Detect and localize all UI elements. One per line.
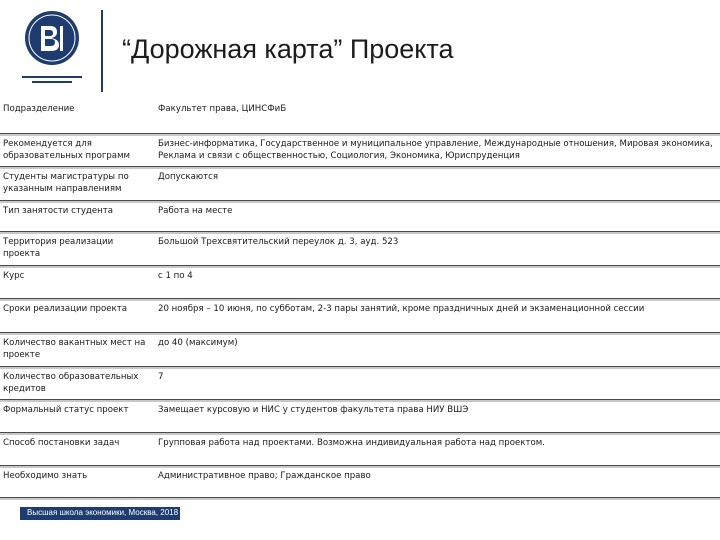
row-value: до 40 (максимум) [158,338,238,348]
row-value: 7 [158,372,164,382]
row-value: Факультет права, ЦИНСФиБ [158,104,287,114]
row-label: Способ постановки задач [3,438,120,448]
header-divider [101,10,103,92]
row-label: Тип занятости студента [3,206,114,216]
hse-logo [14,8,90,92]
row-label: Курс [3,271,25,281]
footer-bar [20,507,180,520]
row-label: Сроки реализации проекта [3,304,127,314]
row-value: Бизнес-информатика, Государственное и муниципальное управление, Международные отношения, Мировая экономика, Реклама и связи с общественностью, Социология, Экономика, Юриспруденция [158,139,713,161]
row-label: Количество вакантных мест на проекте [3,338,146,360]
row-value: Административное право; Гражданское право [158,471,371,481]
footer-text: Высшая школа экономики, Москва, 2018 [27,508,179,517]
row-label: Подразделение [3,104,75,114]
table-row [0,135,720,167]
slide-header [0,0,720,96]
row-value: с 1 по 4 [158,271,193,281]
table-row [0,368,720,400]
row-label: Рекомендуется для образовательных программ [3,139,131,161]
row-value: 20 ноября – 10 июня, по субботам, 2-3 пары занятий, кроме праздничных дней и экзаменационной сессии [158,304,645,314]
row-value: Замещает курсовую и НИС у студентов факультета права НИУ ВШЭ [158,405,469,415]
row-label: Необходимо знать [3,471,88,481]
table-row [0,233,720,266]
row-value: Групповая работа над проектами. Возможна индивидуальная работа над проектом. [158,438,545,448]
row-value: Работа на месте [158,206,233,216]
table-row [0,100,720,134]
row-label: Территория реализации проекта [3,237,114,259]
table-row [0,401,720,433]
table-row [0,300,720,333]
table-row [0,334,720,367]
table-row [0,267,720,299]
row-value: Допускаются [158,172,218,182]
row-label: Количество образовательных кредитов [3,372,139,394]
row-label: Формальный статус проект [3,405,129,415]
slide-title: “Дорожная карта” Проекта [122,34,454,64]
table-row [0,467,720,498]
table-row [0,202,720,232]
table-row [0,434,720,466]
table-row [0,168,720,201]
row-label: Студенты магистратуры по указанным направлениям [3,172,129,194]
row-value: Большой Трехсвятительский переулок д. 3, ауд. 523 [158,237,399,247]
row-divider [0,498,720,500]
